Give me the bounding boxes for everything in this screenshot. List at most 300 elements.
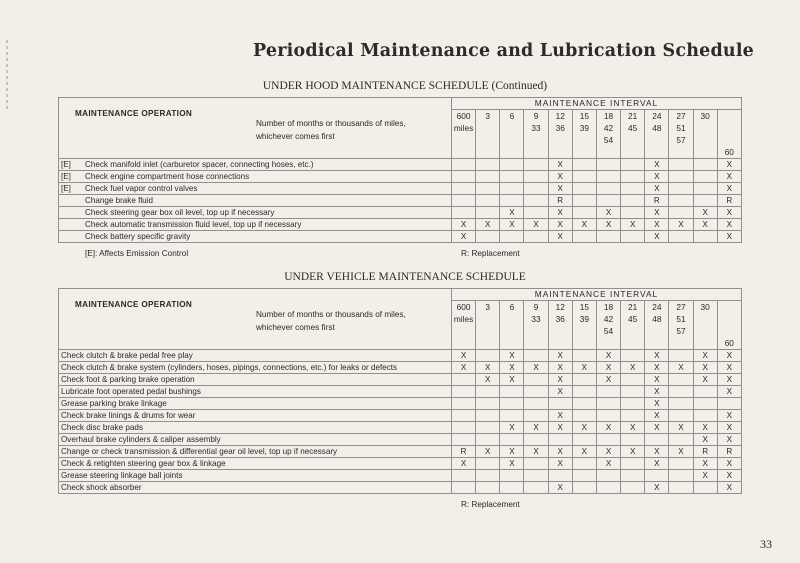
interval-mark: X	[548, 482, 572, 494]
interval-mark: X	[717, 183, 741, 195]
interval-mark	[621, 398, 645, 410]
interval-mark: X	[645, 386, 669, 398]
interval-value: 9	[533, 111, 539, 121]
interval-mark: X	[548, 458, 572, 470]
operation-cell	[59, 195, 452, 207]
interval-mark: X	[693, 374, 717, 386]
interval-mark: X	[476, 219, 500, 231]
schedule-row	[59, 362, 742, 374]
interval-value	[718, 313, 741, 325]
interval-mark: X	[524, 446, 548, 458]
interval-mark	[476, 458, 500, 470]
interval-mark: X	[596, 219, 620, 231]
interval-mark	[572, 434, 596, 446]
interval-mark: X	[548, 159, 572, 171]
operation-text: Lubricate foot operated pedal bushings	[61, 387, 201, 396]
interval-mark	[524, 458, 548, 470]
interval-note: Number of months or thousands of miles, whichever comes first	[256, 119, 406, 141]
operation-text: Check foot & parking brake operation	[61, 375, 195, 384]
schedule-row	[59, 398, 742, 410]
interval-mark	[596, 434, 620, 446]
interval-mark	[572, 458, 596, 470]
interval-mark: X	[524, 219, 548, 231]
interval-mark: X	[500, 362, 524, 374]
operation-cell	[59, 434, 452, 446]
operation-text: Grease steering linkage ball joints	[61, 471, 183, 480]
interval-mark	[476, 410, 500, 422]
interval-mark	[452, 398, 476, 410]
interval-mark	[476, 422, 500, 434]
interval-mark: X	[621, 422, 645, 434]
interval-cell	[548, 110, 572, 159]
replacement-footnote-hood: R: Replacement	[461, 249, 520, 258]
interval-note: Number of months or thousands of miles, whichever comes first	[256, 310, 406, 332]
interval-mark	[669, 195, 693, 207]
interval-value: 57	[676, 135, 686, 145]
interval-mark: X	[621, 362, 645, 374]
interval-mark	[669, 374, 693, 386]
interval-value: 27	[676, 302, 686, 312]
interval-mark: X	[645, 398, 669, 410]
interval-mark: X	[645, 422, 669, 434]
schedule-row	[59, 183, 742, 195]
interval-value: 600	[456, 302, 471, 312]
interval-mark: X	[645, 446, 669, 458]
interval-mark: X	[645, 183, 669, 195]
interval-mark: X	[572, 362, 596, 374]
emission-code: [E]	[61, 184, 71, 193]
interval-mark: X	[500, 446, 524, 458]
interval-mark: X	[500, 422, 524, 434]
operation-text: Check automatic transmission fluid level, top up if necessary	[85, 220, 302, 229]
interval-value: 15	[579, 111, 589, 121]
interval-mark: X	[717, 350, 741, 362]
operation-text: Check brake linings & drums for wear	[61, 411, 196, 420]
interval-mark	[524, 410, 548, 422]
interval-mark	[693, 171, 717, 183]
interval-cell	[596, 110, 620, 159]
operation-cell	[59, 398, 452, 410]
interval-value: 45	[628, 314, 638, 324]
interval-mark	[572, 350, 596, 362]
interval-mark	[621, 482, 645, 494]
interval-mark	[693, 183, 717, 195]
interval-mark	[669, 159, 693, 171]
interval-mark: X	[548, 362, 572, 374]
header-row	[59, 98, 742, 110]
interval-mark	[452, 410, 476, 422]
interval-value: 36	[555, 123, 565, 133]
interval-mark	[476, 386, 500, 398]
interval-mark	[621, 434, 645, 446]
interval-mark: X	[717, 362, 741, 374]
interval-value: 51	[676, 314, 686, 324]
interval-mark	[476, 350, 500, 362]
interval-cell	[717, 110, 741, 159]
interval-mark	[452, 195, 476, 207]
interval-mark	[572, 195, 596, 207]
interval-mark	[621, 458, 645, 470]
interval-value: 15	[579, 302, 589, 312]
emission-footnote: [E]: Affects Emission Control	[85, 249, 189, 258]
interval-value: 3	[485, 302, 491, 312]
interval-mark: X	[548, 219, 572, 231]
interval-mark	[669, 207, 693, 219]
interval-value: 12	[555, 111, 565, 121]
interval-mark: X	[596, 350, 620, 362]
interval-value: 600	[456, 111, 471, 121]
operation-cell	[59, 171, 452, 183]
schedule-row	[59, 374, 742, 386]
interval-mark	[452, 159, 476, 171]
schedule-row	[59, 159, 742, 171]
interval-mark	[572, 374, 596, 386]
interval-mark	[476, 434, 500, 446]
interval-value: 18	[603, 111, 614, 121]
interval-mark: X	[476, 362, 500, 374]
interval-mark: X	[693, 207, 717, 219]
interval-mark	[669, 171, 693, 183]
interval-mark: X	[693, 350, 717, 362]
schedule-row	[59, 350, 742, 362]
interval-mark	[669, 386, 693, 398]
interval-value	[718, 134, 741, 146]
interval-value: 24	[652, 111, 662, 121]
operation-cell	[59, 231, 452, 243]
interval-mark: X	[452, 458, 476, 470]
interval-mark	[596, 386, 620, 398]
schedule-row	[59, 470, 742, 482]
interval-mark	[621, 231, 645, 243]
interval-mark	[572, 386, 596, 398]
operation-label: MAINTENANCE OPERATION	[75, 109, 193, 118]
interval-mark: X	[572, 446, 596, 458]
interval-mark	[596, 482, 620, 494]
interval-mark	[572, 231, 596, 243]
interval-value: 6	[509, 111, 515, 121]
operation-text: Check engine compartment hose connections	[85, 172, 250, 181]
interval-mark	[572, 183, 596, 195]
interval-mark: X	[596, 458, 620, 470]
interval-mark: X	[693, 470, 717, 482]
interval-mark: X	[717, 159, 741, 171]
interval-mark	[669, 231, 693, 243]
under-vehicle-title: UNDER VEHICLE MAINTENANCE SCHEDULE	[284, 271, 526, 283]
interval-value: 54	[603, 135, 614, 145]
interval-mark: X	[645, 231, 669, 243]
interval-mark: X	[717, 386, 741, 398]
interval-cell	[452, 110, 476, 159]
interval-mark: X	[693, 458, 717, 470]
interval-value: 33	[531, 314, 541, 324]
interval-mark: X	[548, 410, 572, 422]
interval-mark	[452, 183, 476, 195]
under-hood-title: UNDER HOOD MAINTENANCE SCHEDULE (Continued)	[262, 80, 548, 92]
interval-mark	[693, 386, 717, 398]
operation-text: Check clutch & brake system (cylinders, hoses, pipings, connections, etc.) for leaks or defects	[61, 363, 398, 372]
interval-mark	[500, 398, 524, 410]
interval-mark	[524, 470, 548, 482]
interval-mark	[500, 410, 524, 422]
operation-cell	[59, 207, 452, 219]
interval-value: 3	[485, 111, 491, 121]
interval-mark	[524, 386, 548, 398]
interval-mark	[669, 434, 693, 446]
interval-mark: X	[669, 219, 693, 231]
interval-value: 24	[652, 302, 662, 312]
interval-mark: X	[476, 446, 500, 458]
interval-value: 21	[628, 111, 638, 121]
interval-mark: X	[717, 482, 741, 494]
interval-mark: X	[452, 219, 476, 231]
interval-mark	[669, 482, 693, 494]
interval-value: 42	[603, 123, 614, 133]
schedule-row	[59, 482, 742, 494]
interval-mark	[548, 434, 572, 446]
interval-mark: R	[452, 446, 476, 458]
operation-cell	[59, 219, 452, 231]
interval-mark: R	[717, 195, 741, 207]
interval-mark	[500, 470, 524, 482]
interval-value	[718, 301, 741, 313]
interval-mark: X	[717, 231, 741, 243]
schedule-row	[59, 171, 742, 183]
interval-mark: X	[717, 434, 741, 446]
operation-text: Check manifold inlet (carburetor spacer, connecting hoses, etc.)	[85, 160, 314, 169]
interval-mark: X	[572, 422, 596, 434]
operation-header	[59, 98, 452, 159]
interval-value: 30	[700, 111, 710, 121]
interval-mark	[693, 482, 717, 494]
interval-mark: X	[669, 362, 693, 374]
interval-mark	[452, 386, 476, 398]
interval-mark	[476, 398, 500, 410]
operation-text: Change or check transmission & differential gear oil level, top up if necessary	[61, 447, 338, 456]
interval-mark	[524, 482, 548, 494]
page-title: Periodical Maintenance and Lubrication Schedule	[253, 41, 754, 61]
interval-mark	[500, 231, 524, 243]
interval-value: 60	[724, 338, 734, 348]
interval-mark	[572, 470, 596, 482]
interval-mark: X	[645, 159, 669, 171]
operation-cell	[59, 446, 452, 458]
schedule-row	[59, 446, 742, 458]
interval-mark	[693, 231, 717, 243]
interval-value: 33	[531, 123, 541, 133]
interval-mark	[548, 398, 572, 410]
interval-mark: X	[596, 422, 620, 434]
interval-value: 39	[579, 314, 589, 324]
interval-mark: X	[500, 374, 524, 386]
interval-cell	[548, 301, 572, 350]
emission-code: [E]	[61, 160, 71, 169]
interval-mark: X	[717, 410, 741, 422]
interval-mark	[452, 374, 476, 386]
interval-mark: X	[548, 171, 572, 183]
interval-mark	[669, 183, 693, 195]
interval-value: 12	[555, 302, 565, 312]
interval-mark	[476, 207, 500, 219]
interval-mark	[621, 470, 645, 482]
interval-mark	[596, 470, 620, 482]
interval-cell	[500, 301, 524, 350]
interval-mark	[452, 171, 476, 183]
interval-cell	[572, 110, 596, 159]
interval-value: 54	[603, 326, 614, 336]
interval-mark	[693, 410, 717, 422]
interval-value: 48	[652, 123, 662, 133]
interval-value: 36	[555, 314, 565, 324]
interval-mark: X	[500, 219, 524, 231]
schedule-row	[59, 219, 742, 231]
operation-cell	[59, 159, 452, 171]
interval-mark	[500, 159, 524, 171]
interval-value: miles	[453, 123, 474, 133]
interval-mark	[452, 207, 476, 219]
interval-value: 27	[676, 111, 686, 121]
interval-mark: X	[717, 171, 741, 183]
interval-mark: X	[645, 171, 669, 183]
interval-mark: X	[572, 219, 596, 231]
interval-mark: X	[476, 374, 500, 386]
interval-mark	[500, 195, 524, 207]
interval-mark	[621, 207, 645, 219]
interval-mark	[596, 231, 620, 243]
schedule-row	[59, 458, 742, 470]
interval-mark: X	[645, 219, 669, 231]
interval-cell	[572, 301, 596, 350]
operation-text: Check disc brake pads	[61, 423, 143, 432]
interval-mark: R	[693, 446, 717, 458]
interval-mark	[476, 159, 500, 171]
interval-mark	[645, 470, 669, 482]
interval-cell	[669, 110, 693, 159]
interval-mark	[524, 350, 548, 362]
interval-mark: X	[548, 374, 572, 386]
interval-mark: X	[621, 219, 645, 231]
interval-mark	[621, 350, 645, 362]
interval-value: 6	[509, 302, 515, 312]
schedule-row	[59, 207, 742, 219]
emission-code: [E]	[61, 172, 71, 181]
interval-mark	[693, 159, 717, 171]
interval-mark: X	[645, 362, 669, 374]
interval-cell	[452, 301, 476, 350]
interval-mark: X	[500, 458, 524, 470]
interval-value: 39	[579, 123, 589, 133]
operation-cell	[59, 470, 452, 482]
page-number: 33	[760, 537, 772, 551]
operation-text: Grease parking brake linkage	[61, 399, 167, 408]
interval-value: 45	[628, 123, 638, 133]
interval-mark	[693, 398, 717, 410]
interval-mark	[452, 422, 476, 434]
interval-mark	[596, 195, 620, 207]
interval-mark	[621, 159, 645, 171]
interval-mark	[524, 207, 548, 219]
interval-mark	[621, 410, 645, 422]
interval-mark: X	[596, 374, 620, 386]
schedule-row	[59, 410, 742, 422]
interval-cell	[669, 301, 693, 350]
interval-mark	[572, 171, 596, 183]
interval-mark	[669, 470, 693, 482]
interval-value: 48	[652, 314, 662, 324]
operation-cell	[59, 458, 452, 470]
interval-mark	[500, 171, 524, 183]
interval-header: MAINTENANCE INTERVAL	[452, 289, 742, 301]
operation-cell	[59, 350, 452, 362]
interval-mark	[476, 195, 500, 207]
interval-mark	[476, 482, 500, 494]
interval-mark	[717, 398, 741, 410]
interval-mark	[500, 183, 524, 195]
operation-cell	[59, 482, 452, 494]
interval-mark: X	[669, 422, 693, 434]
interval-mark: X	[596, 446, 620, 458]
interval-mark: X	[645, 410, 669, 422]
interval-mark: X	[548, 207, 572, 219]
interval-mark: X	[524, 362, 548, 374]
operation-text: Check fuel vapor control valves	[85, 184, 198, 193]
interval-mark: X	[548, 386, 572, 398]
interval-cell	[524, 301, 548, 350]
operation-header	[59, 289, 452, 350]
interval-cell	[645, 110, 669, 159]
interval-mark: X	[596, 362, 620, 374]
interval-mark: X	[645, 207, 669, 219]
interval-mark	[500, 434, 524, 446]
operation-text: Check clutch & brake pedal free play	[61, 351, 193, 360]
interval-mark	[621, 195, 645, 207]
interval-value: miles	[453, 314, 474, 324]
interval-mark: X	[596, 207, 620, 219]
interval-mark: X	[645, 374, 669, 386]
interval-mark	[476, 231, 500, 243]
interval-mark: X	[548, 183, 572, 195]
interval-mark: R	[645, 195, 669, 207]
interval-mark	[596, 410, 620, 422]
interval-mark: X	[717, 458, 741, 470]
interval-cell	[500, 110, 524, 159]
interval-value: 30	[700, 302, 710, 312]
interval-mark	[524, 398, 548, 410]
interval-value: 42	[603, 314, 614, 324]
interval-value: 9	[533, 302, 539, 312]
interval-mark: X	[548, 446, 572, 458]
interval-mark: X	[717, 422, 741, 434]
interval-cell	[476, 110, 500, 159]
interval-mark	[452, 434, 476, 446]
interval-mark	[524, 231, 548, 243]
interval-mark: X	[500, 207, 524, 219]
interval-cell	[717, 301, 741, 350]
interval-mark	[524, 374, 548, 386]
interval-mark: X	[717, 374, 741, 386]
interval-mark	[500, 386, 524, 398]
interval-mark	[621, 374, 645, 386]
interval-mark: X	[717, 470, 741, 482]
interval-mark	[524, 434, 548, 446]
schedule-row	[59, 195, 742, 207]
interval-value	[718, 122, 741, 134]
interval-value: 21	[628, 302, 638, 312]
interval-mark	[596, 398, 620, 410]
interval-mark	[452, 482, 476, 494]
interval-mark	[669, 458, 693, 470]
interval-mark: X	[669, 446, 693, 458]
interval-mark	[524, 195, 548, 207]
